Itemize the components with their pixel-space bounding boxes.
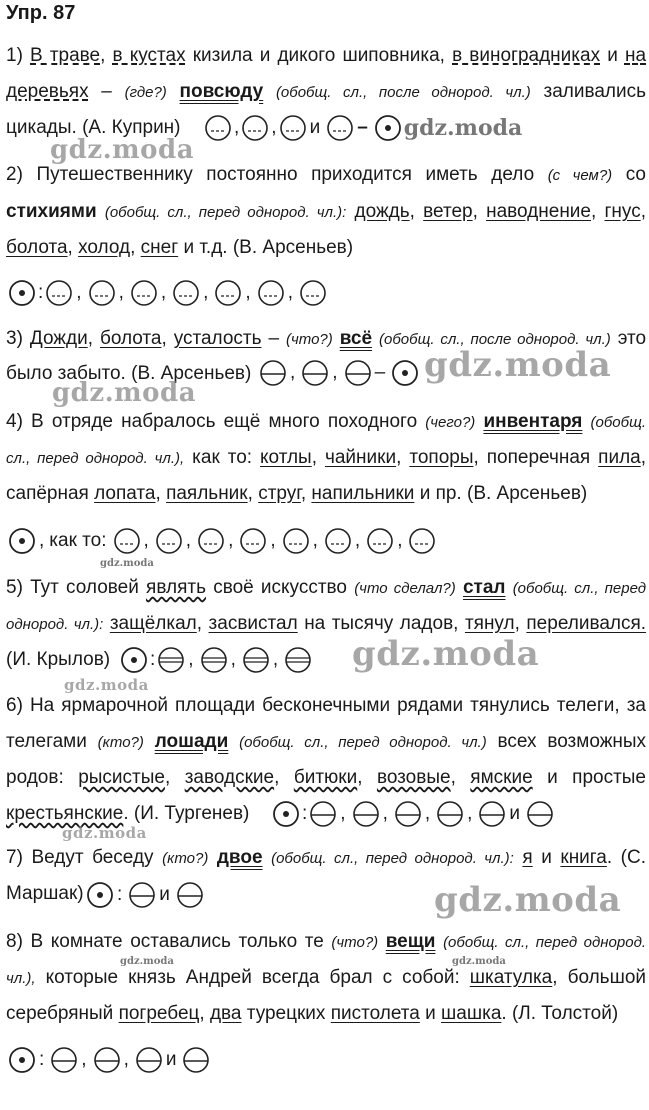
- s1-w2: в кустах: [112, 45, 186, 66]
- line-circle-icon: [258, 360, 288, 386]
- s3-scheme: , , –: [257, 358, 421, 388]
- watermark: gdz.moda: [452, 956, 506, 967]
- watermark: gdz.moda: [50, 135, 195, 165]
- dashed-circle-icon: [196, 528, 226, 554]
- s2-line2: стихиями (обобщ. сл., перед однород. чл.): дождь, ветер, наводнение, гнус,: [6, 201, 646, 222]
- watermark: gdz.moda: [64, 676, 149, 694]
- watermark: gdz.moda: [120, 956, 174, 967]
- s5-line2: однород. чл.): защёлкал, засвистал на тысячу ладов, тянул, переливался.: [6, 613, 647, 634]
- dashed-circle-icon: [154, 528, 184, 554]
- line-circle-icon: [181, 1047, 211, 1073]
- line-circle-icon: [477, 801, 507, 827]
- dashed-circle-icon: [298, 280, 328, 306]
- s6-line4: крестьянские. (И. Тургенев): [6, 803, 250, 824]
- s2-line1: 2) Путешественнику постоянно приходится иметь дело (с чем?) со: [6, 164, 646, 185]
- s1-generalizing-word: повсюду: [179, 81, 264, 102]
- s5-line1: 5) Тут соловей являть своё искусство (что сделал?) стал (обобщ. сл., перед: [6, 577, 647, 598]
- s4-line1: 4) В отряде набралось ещё много походного (чего?) инвентаря (обобщ.: [6, 411, 647, 432]
- s5-scheme: : , , ,: [118, 645, 314, 675]
- dashed-circle-icon: [129, 280, 159, 306]
- watermark: gdz.moda: [424, 345, 612, 385]
- watermark: gdz.moda: [52, 378, 197, 408]
- dashed-circle-icon: [213, 280, 243, 306]
- dot-circle-icon: [7, 280, 37, 306]
- s7-line1: 7) Ведут беседу (кто?) двое (обобщ. сл., перед однород. чл.): я и книга. (С.: [6, 847, 647, 868]
- dashed-circle-icon: [278, 115, 308, 141]
- dashed-circle-icon: [203, 115, 233, 141]
- line-circle-icon: [343, 360, 373, 386]
- dot-circle-icon: [85, 882, 115, 908]
- watermark: gdz.moda: [62, 824, 147, 842]
- s4-generalizing-word: инвентаря: [483, 411, 583, 432]
- s4-line3: сапёрная лопата, паяльник, струг, напильники и пр. (В. Арсеньев): [6, 483, 588, 504]
- s6-line3: родов: рысистые, заводские, битюки, возовые, ямские и простые: [6, 767, 647, 788]
- line-circle-icon: [393, 801, 423, 827]
- s4-scheme: , как то: , , , , , , ,: [6, 526, 438, 556]
- s6-line2: телегами (кто?) лошади (обобщ. сл., перед однород. чл.) всех возможных: [6, 731, 647, 752]
- s2-scheme: : , , , , , ,: [6, 278, 329, 308]
- dot-circle-icon: [271, 801, 301, 827]
- dashed-circle-icon: [87, 280, 117, 306]
- line-circle-icon: [92, 1047, 122, 1073]
- line-circle-icon: [525, 801, 555, 827]
- s3-line1: 3) Дожди, болота, усталость – (что?) всё (обобщ. сл., после однород. чл.) это: [6, 328, 647, 349]
- dashed-circle-icon: [323, 528, 353, 554]
- dashed-circle-icon: [256, 280, 286, 306]
- watermark: gdz.moda: [403, 115, 523, 141]
- double-line-circle-icon: [199, 647, 229, 673]
- s6-generalizing-word: лошади: [154, 731, 229, 752]
- dot-circle-icon: [7, 1047, 37, 1073]
- s6-line1: 6) На ярмарочной площади бесконечными рядами тянулись телеги, за: [6, 695, 646, 716]
- dashed-circle-icon: [325, 115, 355, 141]
- s6-scheme: : , , , , и: [270, 799, 556, 829]
- dot-circle-icon: [119, 647, 149, 673]
- dashed-circle-icon: [240, 115, 270, 141]
- s1-scheme: , , и – gdz.moda: [202, 113, 522, 143]
- s1-w1: В траве: [30, 45, 101, 66]
- s3-line2: было забыто. (В. Арсеньев): [6, 363, 252, 384]
- s7-generalizing-word: двое: [216, 847, 263, 868]
- s8-line1: 8) В комнате оставались только те (что?) вещи (обобщ. сл., перед однород.: [6, 931, 647, 952]
- dashed-circle-icon: [407, 528, 437, 554]
- line-circle-icon: [308, 801, 338, 827]
- s5-line3: (И. Крылов): [6, 649, 111, 670]
- s2-line3: болота, холод, снег и т.д. (В. Арсеньев): [6, 237, 354, 258]
- s8-line2: чл.), которые князь Андрей всегда брал с собой: шкатулка, большой: [6, 967, 647, 988]
- exercise-title: Упр. 87: [6, 2, 76, 24]
- line-circle-icon: [435, 801, 465, 827]
- s1-w3: в виноградниках: [452, 45, 601, 66]
- dot-circle-icon: [373, 115, 403, 141]
- dashed-circle-icon: [44, 280, 74, 306]
- s5-generalizing-word: стал: [462, 577, 506, 598]
- line-circle-icon: [49, 1047, 79, 1073]
- dashed-circle-icon: [238, 528, 268, 554]
- line-circle-icon: [127, 882, 157, 908]
- watermark: gdz.moda: [100, 558, 154, 569]
- double-line-circle-icon: [283, 647, 313, 673]
- dot-circle-icon: [390, 360, 420, 386]
- line-circle-icon: [351, 801, 381, 827]
- s1-line1: 1) В траве, в кустах кизила и дикого шиповника, в виноградниках и на: [6, 45, 647, 66]
- line-circle-icon: [134, 1047, 164, 1073]
- s7-scheme: : и: [84, 880, 206, 910]
- s8-scheme: : , , и: [6, 1045, 212, 1075]
- s3-generalizing-word: всё: [339, 328, 373, 349]
- dashed-circle-icon: [281, 528, 311, 554]
- dashed-circle-icon: [365, 528, 395, 554]
- double-line-circle-icon: [241, 647, 271, 673]
- s8-line3: серебряный погребец, два турецких пистолета и шашка. (Л. Толстой): [6, 1003, 619, 1024]
- dashed-circle-icon: [112, 528, 142, 554]
- watermark: gdz.moda: [352, 634, 540, 674]
- double-line-circle-icon: [156, 647, 186, 673]
- line-circle-icon: [300, 360, 330, 386]
- watermark: gdz.moda: [434, 880, 622, 920]
- dashed-circle-icon: [171, 280, 201, 306]
- s8-generalizing-word: вещи: [385, 931, 436, 952]
- s1-line2: деревьях – (где?) повсюду (обобщ. сл., после однород. чл.) заливались: [6, 81, 647, 102]
- s2-generalizing-word: стихиями: [6, 201, 97, 222]
- line-circle-icon: [175, 882, 205, 908]
- s7-line2: Маршак): [6, 883, 84, 904]
- s4-line2: сл., перед однород. чл.), как то: котлы, чайники, топоры, поперечная пила,: [6, 447, 647, 468]
- dot-circle-icon: [7, 528, 37, 554]
- s1-line3: цикады. (А. Куприн): [6, 117, 181, 138]
